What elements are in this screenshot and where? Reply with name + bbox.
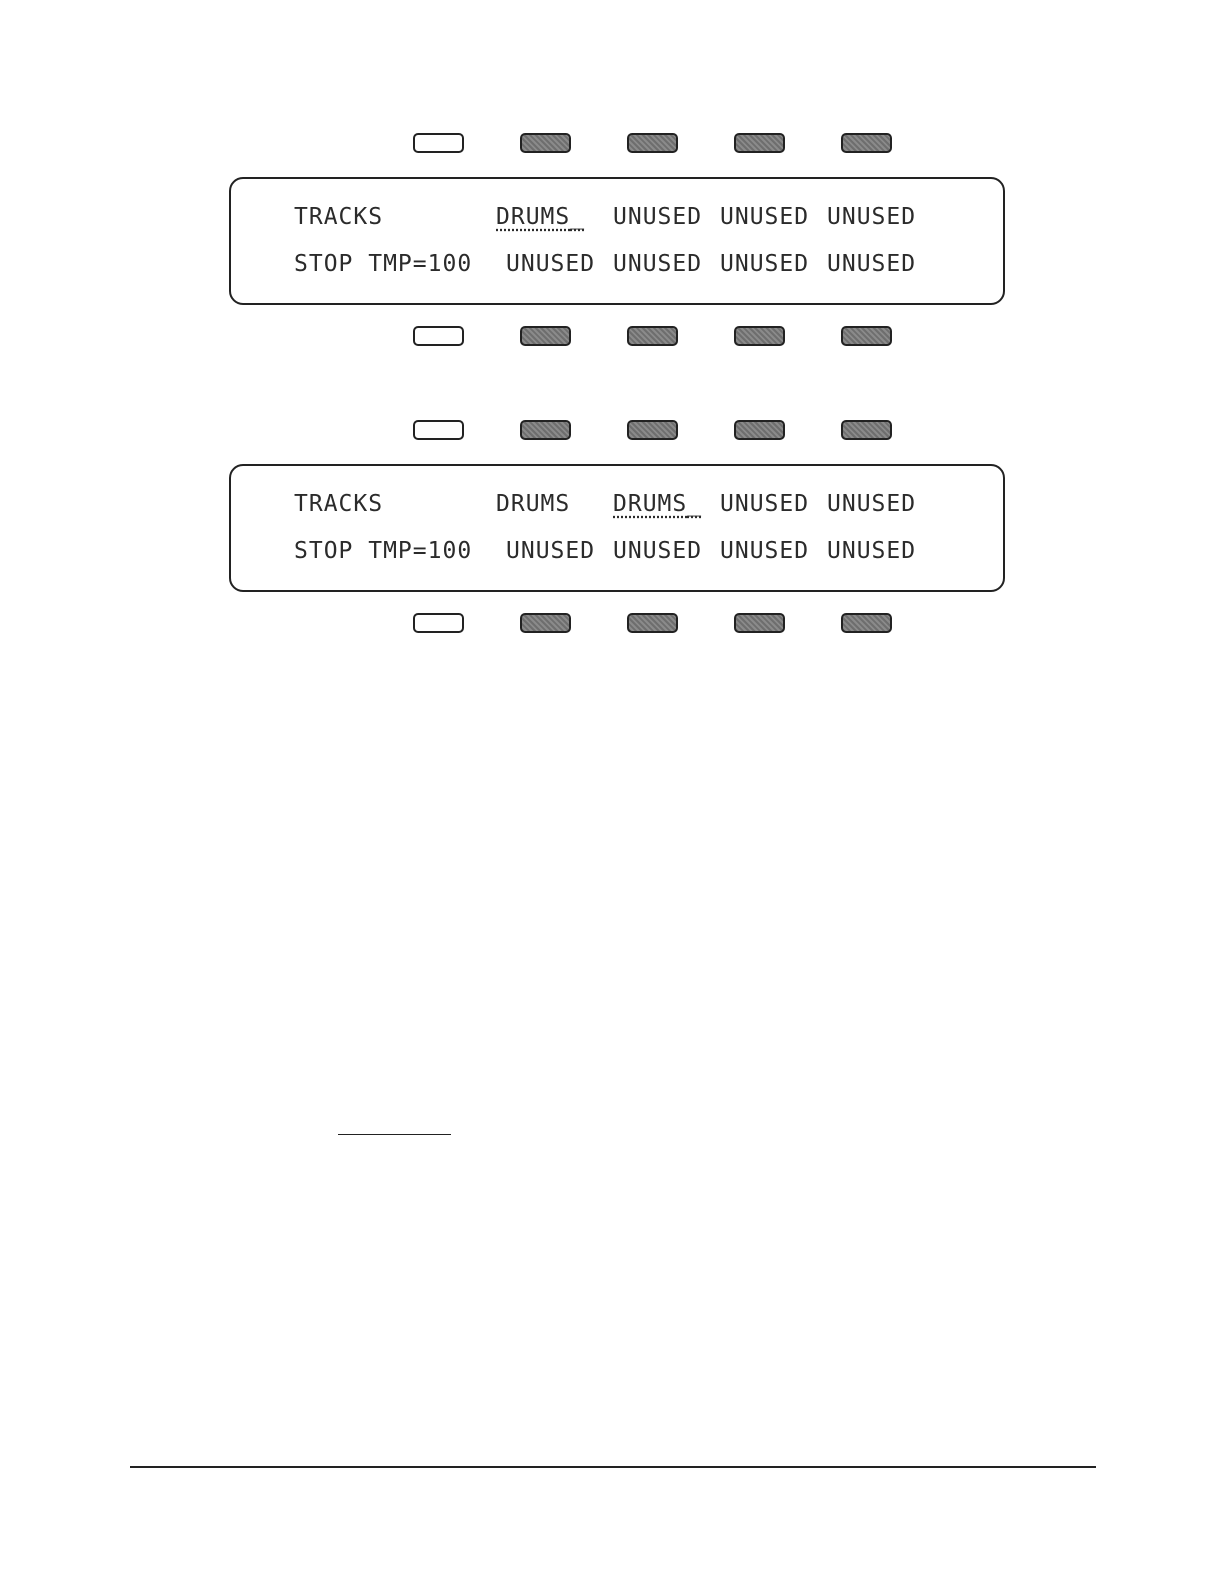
track-name: UNUSED bbox=[720, 491, 810, 517]
track-name: UNUSED bbox=[720, 251, 810, 277]
lcd-panel-2 bbox=[205, 402, 1023, 657]
track-name-selected: DRUMS _ bbox=[496, 204, 585, 230]
soft-button-top-5[interactable] bbox=[841, 420, 892, 440]
display-row2-label: STOP TMP=100 bbox=[294, 251, 473, 277]
soft-button-top-2[interactable] bbox=[520, 133, 571, 153]
track-name: UNUSED bbox=[613, 204, 703, 230]
soft-button-top-2[interactable] bbox=[520, 420, 571, 440]
track-name: UNUSED bbox=[827, 491, 917, 517]
footer-rule bbox=[130, 1466, 1096, 1468]
soft-button-top-1[interactable] bbox=[413, 133, 464, 153]
soft-button-bottom-1[interactable] bbox=[413, 613, 464, 633]
soft-button-bottom-3[interactable] bbox=[627, 326, 678, 346]
soft-button-row-top bbox=[413, 420, 1113, 444]
track-name: UNUSED bbox=[506, 251, 596, 277]
soft-button-top-1[interactable] bbox=[413, 420, 464, 440]
soft-button-top-4[interactable] bbox=[734, 420, 785, 440]
track-name: UNUSED bbox=[827, 538, 917, 564]
display-row2-label: STOP TMP=100 bbox=[294, 538, 473, 564]
display-row1-label: TRACKS bbox=[294, 491, 384, 517]
track-name: UNUSED bbox=[613, 251, 703, 277]
soft-button-bottom-4[interactable] bbox=[734, 326, 785, 346]
display-row1-label: TRACKS bbox=[294, 204, 384, 230]
lcd-display bbox=[229, 464, 1005, 592]
soft-button-bottom-3[interactable] bbox=[627, 613, 678, 633]
lcd-display bbox=[229, 177, 1005, 305]
track-name: UNUSED bbox=[827, 204, 917, 230]
lcd-panel-1 bbox=[205, 115, 1023, 370]
short-rule bbox=[338, 1134, 451, 1135]
track-name-selected: DRUMS _ bbox=[613, 491, 702, 517]
soft-button-top-3[interactable] bbox=[627, 133, 678, 153]
track-name: UNUSED bbox=[506, 538, 596, 564]
soft-button-bottom-2[interactable] bbox=[520, 326, 571, 346]
soft-button-bottom-4[interactable] bbox=[734, 613, 785, 633]
track-name: UNUSED bbox=[720, 204, 810, 230]
soft-button-top-4[interactable] bbox=[734, 133, 785, 153]
track-name: UNUSED bbox=[613, 538, 703, 564]
soft-button-row-bottom bbox=[413, 326, 1113, 350]
soft-button-row-top bbox=[413, 133, 1113, 157]
soft-button-bottom-2[interactable] bbox=[520, 613, 571, 633]
soft-button-row-bottom bbox=[413, 613, 1113, 637]
soft-button-top-5[interactable] bbox=[841, 133, 892, 153]
soft-button-bottom-5[interactable] bbox=[841, 613, 892, 633]
soft-button-bottom-5[interactable] bbox=[841, 326, 892, 346]
soft-button-bottom-1[interactable] bbox=[413, 326, 464, 346]
track-name: DRUMS bbox=[496, 491, 571, 517]
track-name: UNUSED bbox=[827, 251, 917, 277]
track-name: UNUSED bbox=[720, 538, 810, 564]
soft-button-top-3[interactable] bbox=[627, 420, 678, 440]
